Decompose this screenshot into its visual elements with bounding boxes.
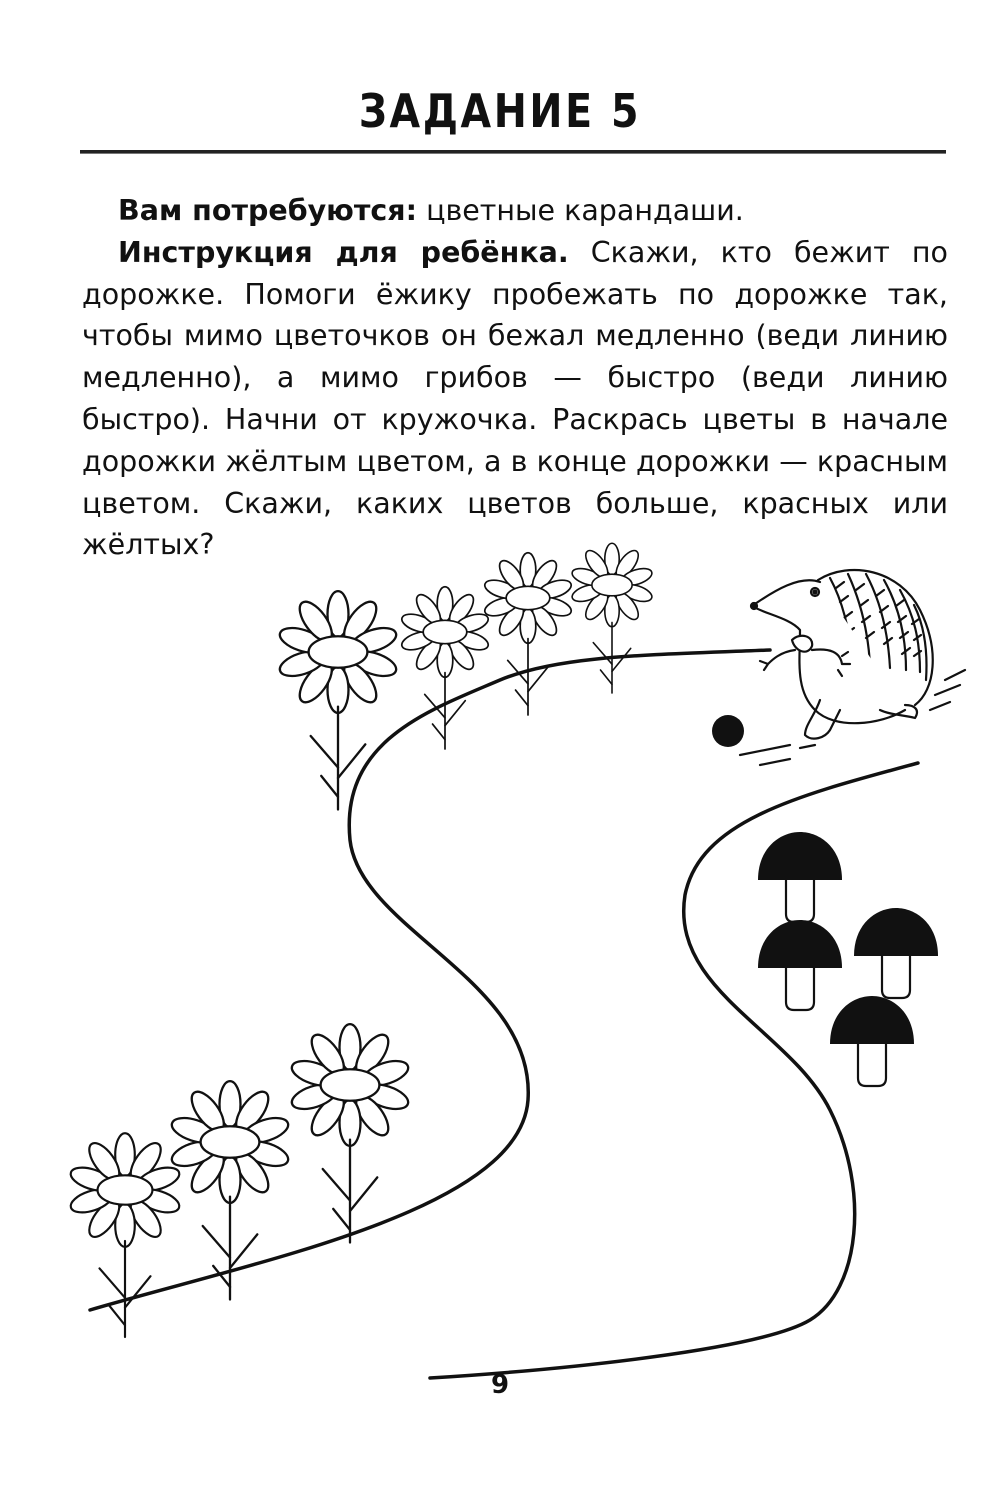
mushroom-3 <box>854 908 938 998</box>
page-number: 9 <box>490 1370 510 1400</box>
flower-top-3 <box>483 553 574 715</box>
road-right-edge <box>430 763 918 1378</box>
flower-bottom-2 <box>169 1081 291 1299</box>
flower-top-4 <box>570 543 654 693</box>
flower-bottom-1 <box>68 1133 182 1337</box>
instruction-label: Инструкция для ребёнка. <box>118 235 569 269</box>
flower-top-2 <box>400 587 491 749</box>
hedgehog <box>740 570 965 765</box>
materials-label: Вам потребуются: <box>118 194 417 227</box>
start-circle <box>712 715 744 747</box>
flower-bottom-3 <box>289 1024 411 1242</box>
materials-text: цветные карандаши. <box>426 194 744 227</box>
road-left-edge <box>90 650 770 1310</box>
flower-top-1 <box>277 591 399 809</box>
mushroom-4 <box>830 996 914 1086</box>
mushroom-1 <box>758 832 842 922</box>
page-title: ЗАДАНИЕ 5 <box>358 84 642 138</box>
mushroom-2 <box>758 920 842 1010</box>
instruction-text: Скажи, кто бежит по дорожке. Помоги ёжику пробежать по дорожке так, чтобы мимо цветочков он бежал медленно (веди линию медленно), а мимо грибов — быстро (веди линию быстро). Начни от кружочка. Раскрась цветы в начале дорожки жёлтым цветом, а в конце дорожки — красным цветом. Скажи, каких цветов больше, красных или жёлтых? <box>82 235 948 562</box>
